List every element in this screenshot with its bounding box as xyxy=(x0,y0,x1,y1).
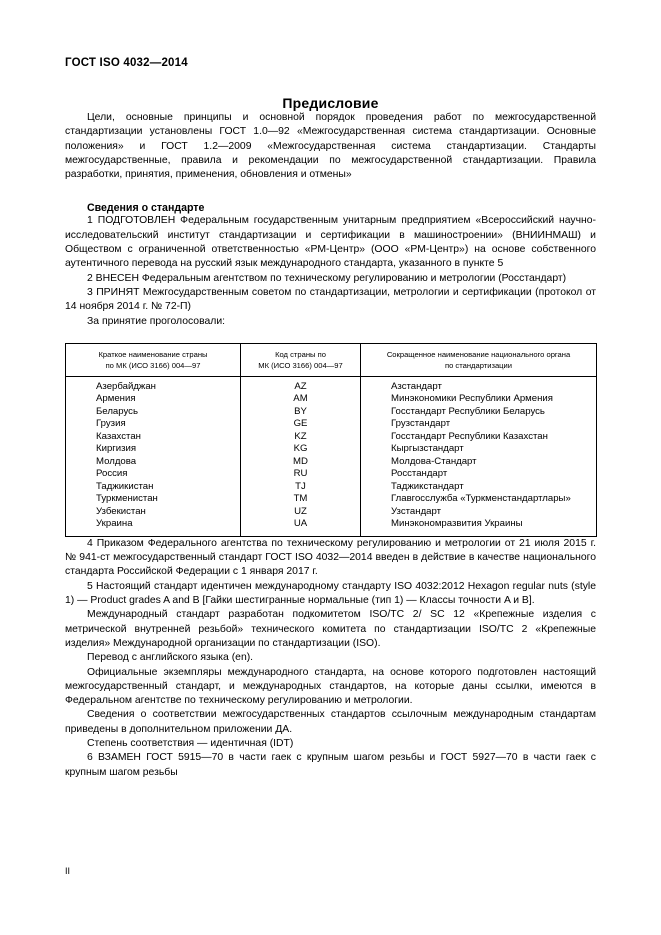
intro-paragraph: Цели, основные принципы и основной порядок проведения работ по межгосударственной стандартизации установлены ГОСТ 1.0—92 «Межгосударственная система стандартизации. Основные положения» и ГОСТ 1.2—2009 «Межгосударственная система стандартизации. Стандарты межгосударственные, правила и рекомендации по межгосударственной стандартизации. Правила разработки, принятия, применения, обновления и отмены» xyxy=(65,112,596,181)
after-table-item-6: 6 ВЗАМЕН ГОСТ 5915—70 в части гаек с крупным шагом резьбы и ГОСТ 5927—70 в части гаек с крупным шагом резьбы xyxy=(65,752,596,778)
after-table-item-5c: Перевод с английского языка (en). xyxy=(87,652,254,664)
table-cell-code: UZ xyxy=(294,505,307,517)
after-table-item-5e: Сведения о соответствии межгосударственных стандартов ссылочным международным стандартам приведены в дополнительном приложении ДА. xyxy=(65,709,596,735)
table-cell-code: KG xyxy=(293,443,308,455)
table-cell-country: Узбекистан xyxy=(96,505,146,517)
table-cell-country: Туркменистан xyxy=(96,493,158,505)
after-table-item-4: 4 Приказом Федерального агентства по техническому регулированию и метрологии от 21 июля 2015 г. № 941-ст межгосударственный стандарт ГОСТ ISO 4032—2014 введен в действие в качестве национального стандарта Российской Федерации с 1 января 2017 г. xyxy=(65,537,596,578)
table-cell-code: UA xyxy=(293,518,308,530)
after-table-item-5: 5 Настоящий стандарт идентичен международному стандарту ISO 4032:2012 Hexagon regular nuts (style 1) — Product grades A and B [Гайки шестигранные нормальные (тип 1) — Классы точности A и B]. xyxy=(65,580,596,607)
table-cell-country: Молдова xyxy=(96,455,137,467)
table-cell-code: AM xyxy=(293,393,308,405)
country-list xyxy=(66,377,240,536)
page-number: II xyxy=(65,866,71,876)
document-header: ГОСТ ISO 4032—2014 xyxy=(65,57,188,69)
table-cell-country: Азербайджан xyxy=(96,380,156,392)
table-header-country-line2: по МК (ИСО 3166) 004—97 xyxy=(105,360,201,370)
table-cell-code: TJ xyxy=(295,480,306,492)
table-cell-body: Госстандарт Республики Казахстан xyxy=(391,430,548,442)
table-cell-codes xyxy=(241,376,361,536)
table-cell-code: KZ xyxy=(294,430,307,442)
table-cell-countries xyxy=(66,376,241,536)
table-header-body xyxy=(361,343,597,376)
table-cell-body: Грузстандарт xyxy=(391,418,451,430)
table-header-country xyxy=(66,343,241,376)
table-cell-body: Узстандарт xyxy=(391,505,442,517)
table-cell-body: Минэкономразвития Украины xyxy=(391,518,523,530)
page-title: Предисловие xyxy=(282,95,379,111)
table-header-code xyxy=(241,343,361,376)
standard-info-item-2: 2 ВНЕСЕН Федеральным агентством по техническому регулированию и метрологии (Росстандарт) xyxy=(87,272,567,284)
table-header-code-line2: МК (ИСО 3166) 004—97 xyxy=(258,360,343,370)
table-cell-country: Казахстан xyxy=(96,430,141,442)
after-table-item-5f: Степень соответствия — идентичная (IDT) xyxy=(87,738,294,750)
table-cell-code: MD xyxy=(293,455,308,467)
table-cell-country: Киргизия xyxy=(96,443,137,455)
table-cell-country: Армения xyxy=(96,393,136,405)
table-header-body-line1: Сокращенное наименование национального органа xyxy=(386,349,571,359)
table-cell-body: Азстандарт xyxy=(391,380,442,392)
after-table-item-5b: Международный стандарт разработан подкомитетом ISO/TC 2/ SC 12 «Крепежные изделия с метрической внутренней резьбой» технического комитета по стандартизации ISO/TC 2 «Крепежные изделия» Международной организации по стандартизации (ISO). xyxy=(65,609,596,649)
table-header-row xyxy=(66,343,597,376)
standard-info-item-1: 1 ПОДГОТОВЛЕН Федеральным государственным унитарным предприятием «Всероссийский научно-исследовательский институт стандартизации и сертификации в машиностроении» (ВНИИНМАШ) и Обществом с ограниченной ответственностью «РМ-Центр» (ООО «РМ-Центр») на основе собственного аутентичного перевода на русский язык международного стандарта, указанного в пункте 5 xyxy=(65,215,596,270)
standard-info-item-3: 3 ПРИНЯТ Межгосударственным советом по стандартизации, метрологии и сертификации (протокол от 14 ноября 2014 г. № 72-П) xyxy=(65,286,596,313)
table-header-code-line1: Код страны по xyxy=(275,349,326,359)
table-cell-country: Беларусь xyxy=(96,405,138,417)
page-content xyxy=(65,0,596,780)
table-cell-country: Украина xyxy=(96,518,133,530)
body-list xyxy=(361,377,596,536)
code-list xyxy=(241,377,360,536)
table-row xyxy=(66,376,597,536)
table-header-country-line1: Краткое наименование страны xyxy=(98,349,208,359)
table-cell-country: Грузия xyxy=(96,418,126,430)
table-cell-body: Молдова-Стандарт xyxy=(391,455,477,467)
after-table-item-5d: Официальные экземпляры международного стандарта, на основе которого подготовлен настоящий межгосударственный стандарт, и международных стандартов, на которые даны ссылки, имеются в Федеральном агентстве по техническому регулированию и метрологии. xyxy=(65,666,596,707)
table-cell-body: Главгосслужба «Туркменстандартлары» xyxy=(391,493,571,505)
table-header-body-line2: по стандартизации xyxy=(444,360,513,370)
table-cell-code: AZ xyxy=(294,380,307,392)
table-cell-body: Росстандарт xyxy=(391,468,448,480)
table-cell-code: GE xyxy=(293,418,308,430)
table-cell-body: Таджикстандарт xyxy=(391,480,464,492)
table-cell-bodies xyxy=(361,376,597,536)
table-cell-body: Кыргызстандарт xyxy=(391,443,464,455)
table-cell-country: Россия xyxy=(96,468,128,480)
table-cell-country: Таджикистан xyxy=(96,480,154,492)
table-cell-code: TM xyxy=(293,493,308,505)
standard-info-heading: Сведения о стандарте xyxy=(87,202,205,215)
table-cell-code: RU xyxy=(293,468,308,480)
table-cell-code: BY xyxy=(294,405,307,417)
table-cell-body: Минэкономики Республики Армения xyxy=(391,393,553,405)
vote-lead-in: За принятие проголосовали: xyxy=(87,315,226,327)
table-cell-body: Госстандарт Республики Беларусь xyxy=(391,405,545,417)
vote-table xyxy=(65,343,597,537)
